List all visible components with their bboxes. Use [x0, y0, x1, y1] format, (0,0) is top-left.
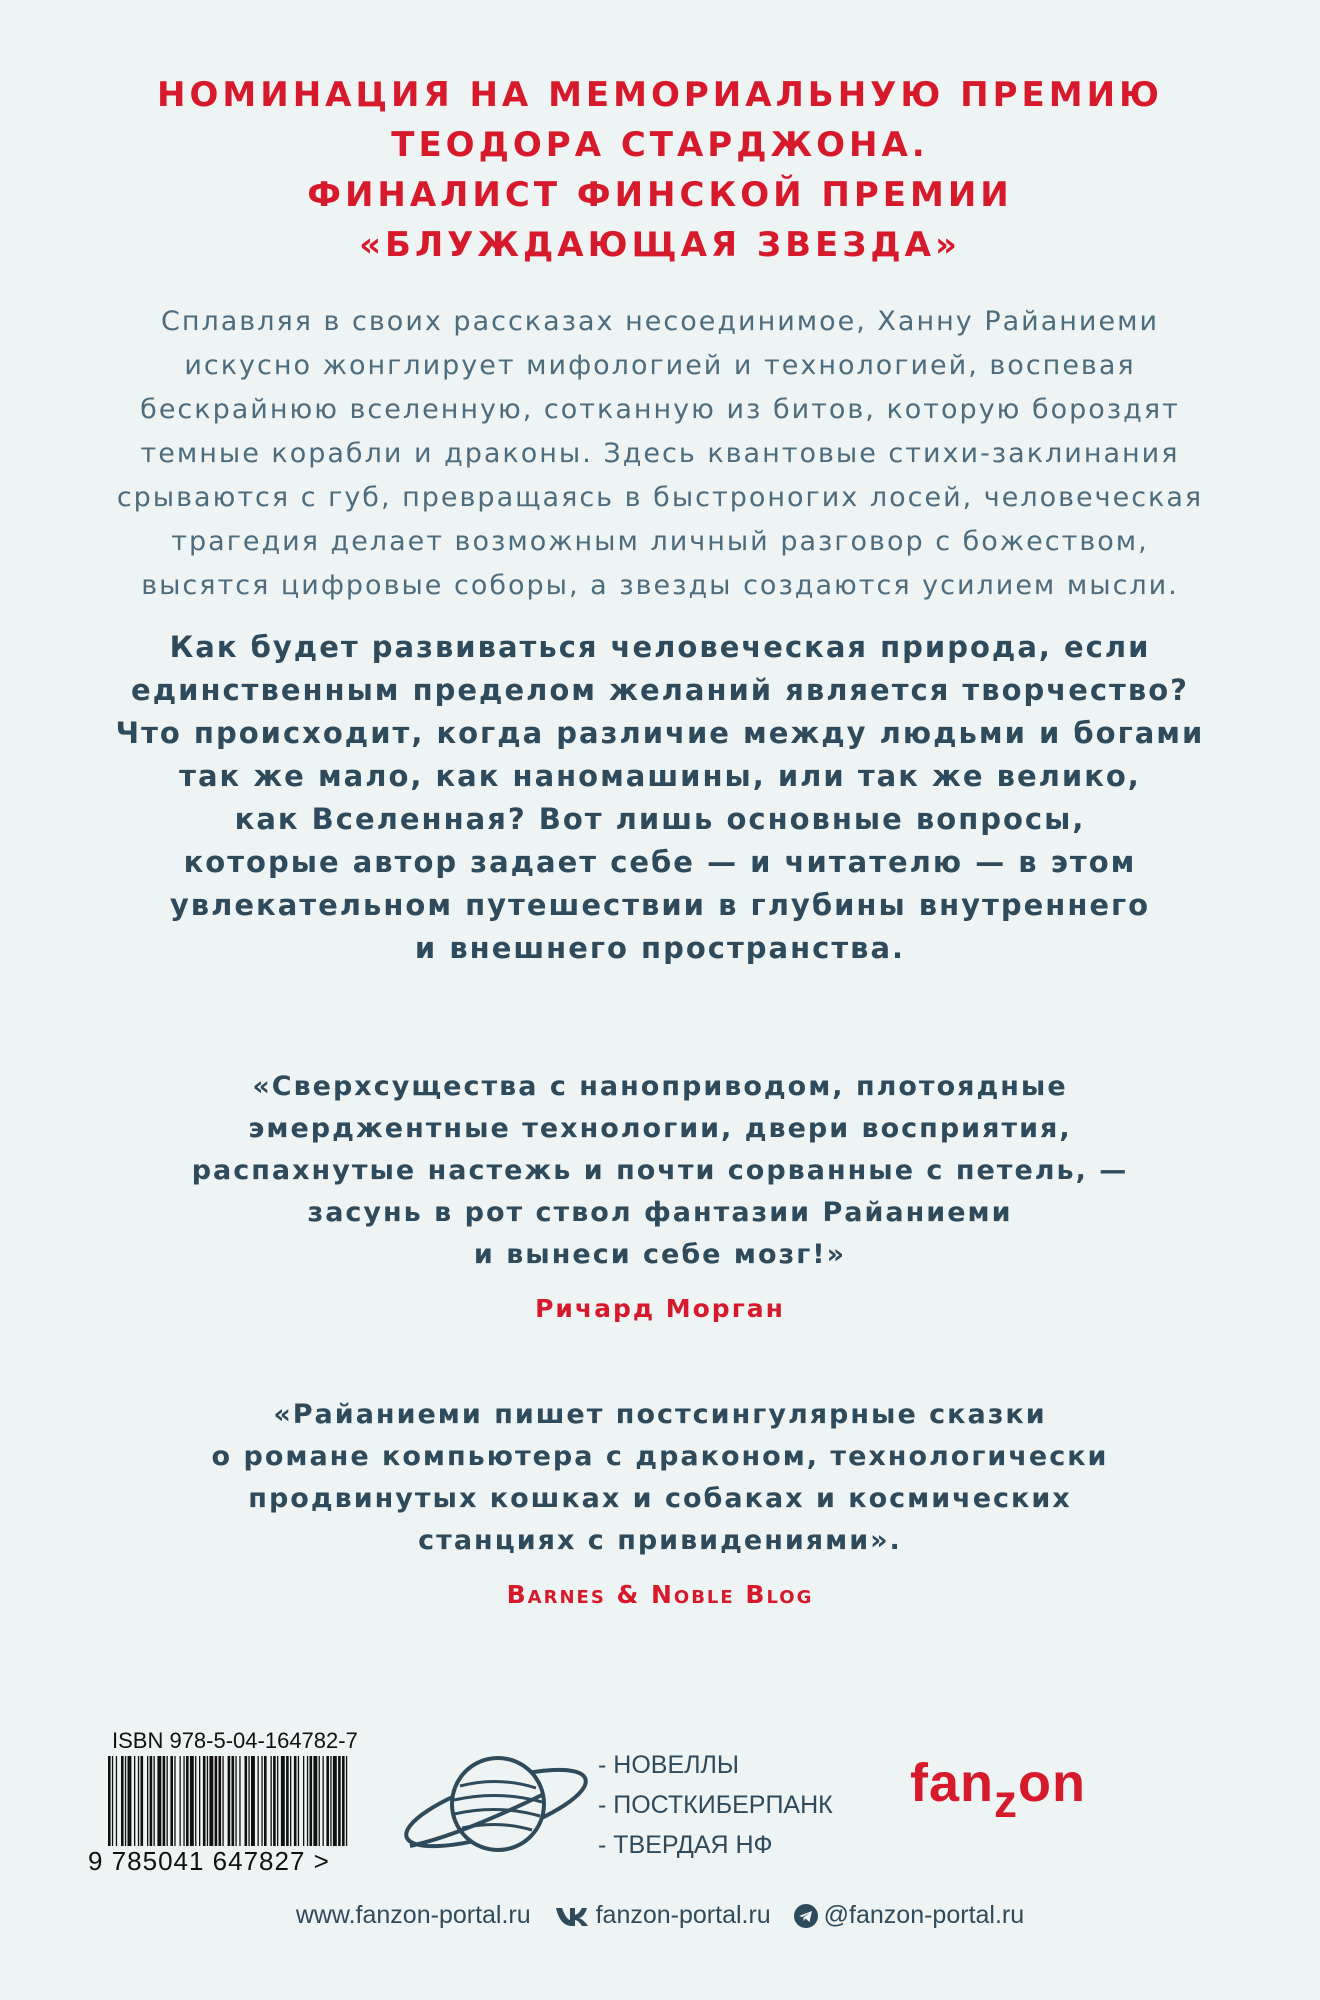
genre-item: - ТВЕРДАЯ НФ: [598, 1831, 773, 1859]
question-line: как Вселенная? Вот лишь основные вопросы,: [234, 802, 1086, 836]
logo-part: z: [994, 1775, 1018, 1827]
description-line: Сплавляя в своих рассказах несоединимое, Ханну Райаниеми: [161, 306, 1159, 337]
barcode-digits: 9 785041 647827 >: [88, 1846, 330, 1876]
question-line: и внешнего пространства.: [414, 931, 906, 965]
telegram-label: @fanzon-portal.ru: [823, 1900, 1025, 1929]
description-line: бескрайнюю вселенную, сотканную из битов, которую бороздят: [140, 394, 1180, 425]
logo-part: on: [1018, 1753, 1086, 1813]
website-link[interactable]: www.fanzon-portal.ru: [295, 1900, 531, 1929]
quote-line: распахнутые настежь и почти сорванные с петель, —: [191, 1155, 1129, 1186]
description-line: трагедия делает возможным личный разговор с божеством,: [171, 526, 1149, 557]
award-line: «БЛУЖДАЮЩАЯ ЗВЕЗДА»: [359, 225, 961, 265]
question-line: увлекательном путешествии в глубины внутреннего: [169, 888, 1151, 922]
description-line: срываются с губ, превращаясь в быстроногих лосей, человеческая: [116, 482, 1204, 513]
quote-line: и вынеси себе мозг!»: [473, 1239, 847, 1270]
quote-line: станциях с привидениями».: [418, 1525, 902, 1556]
footer-links: [0, 1900, 1320, 1930]
logo-part: fan: [910, 1753, 994, 1813]
award-line: ТЕОДОРА СТАРДЖОНА.: [391, 125, 929, 165]
question-line: Что происходит, когда различие между людьми и богами: [115, 716, 1205, 750]
telegram-icon: [794, 1904, 818, 1928]
quote-author: Ричард Морган: [535, 1294, 785, 1323]
review-quote-morgan: [0, 1066, 1320, 1330]
quote-line: эмерджентные технологии, двери восприятия,: [248, 1113, 1072, 1144]
quote-line: продвинутых кошках и собаках и космических: [248, 1483, 1072, 1514]
publisher-logo: [910, 1752, 1086, 1827]
quote-line: «Сверхсущества с наноприводом, плотоядные: [252, 1071, 1068, 1102]
award-heading: [0, 70, 1320, 270]
isbn-label: ISBN 978-5-04-164782-7: [112, 1728, 358, 1753]
quote-line: засунь в рот ствол фантазии Райаниеми: [307, 1197, 1013, 1228]
barcode: [106, 1756, 350, 1846]
description-line: высятся цифровые соборы, а звезды создаются усилием мысли.: [141, 570, 1179, 601]
quote-line: «Райаниеми пишет постсингулярные сказки: [273, 1399, 1047, 1430]
vk-link[interactable]: [554, 1901, 771, 1930]
vk-icon: [554, 1905, 590, 1927]
genre-list: [598, 1745, 833, 1865]
review-quote-bn: [0, 1394, 1320, 1616]
vk-label: fanzon-portal.ru: [595, 1900, 771, 1929]
award-line: ФИНАЛИСТ ФИНСКОЙ ПРЕМИИ: [307, 175, 1013, 215]
award-line: НОМИНАЦИЯ НА МЕМОРИАЛЬНУЮ ПРЕМИЮ: [157, 75, 1163, 115]
question-line: единственным пределом желаний является творчество?: [131, 673, 1189, 707]
telegram-link[interactable]: [794, 1901, 1024, 1930]
genre-item: - НОВЕЛЛЫ: [598, 1751, 740, 1779]
question-line: так же мало, как наномашины, или так же велико,: [179, 759, 1141, 793]
quote-line: о романе компьютера с драконом, технологически: [211, 1441, 1109, 1472]
question-paragraph: [0, 626, 1320, 970]
question-line: которые автор задает себе — и читателю — в этом: [183, 845, 1137, 879]
description-line: темные корабли и драконы. Здесь квантовые стихи-заклинания: [140, 438, 1180, 469]
description: [0, 300, 1320, 608]
quote-author: Barnes & Noble Blog: [506, 1580, 814, 1609]
question-line: Как будет развиваться человеческая природа, если: [169, 630, 1151, 664]
planet-icon: [398, 1738, 594, 1870]
description-line: искусно жонглирует мифологией и технологией, воспевая: [184, 350, 1136, 381]
genre-item: - ПОСТКИБЕРПАНК: [598, 1791, 833, 1819]
